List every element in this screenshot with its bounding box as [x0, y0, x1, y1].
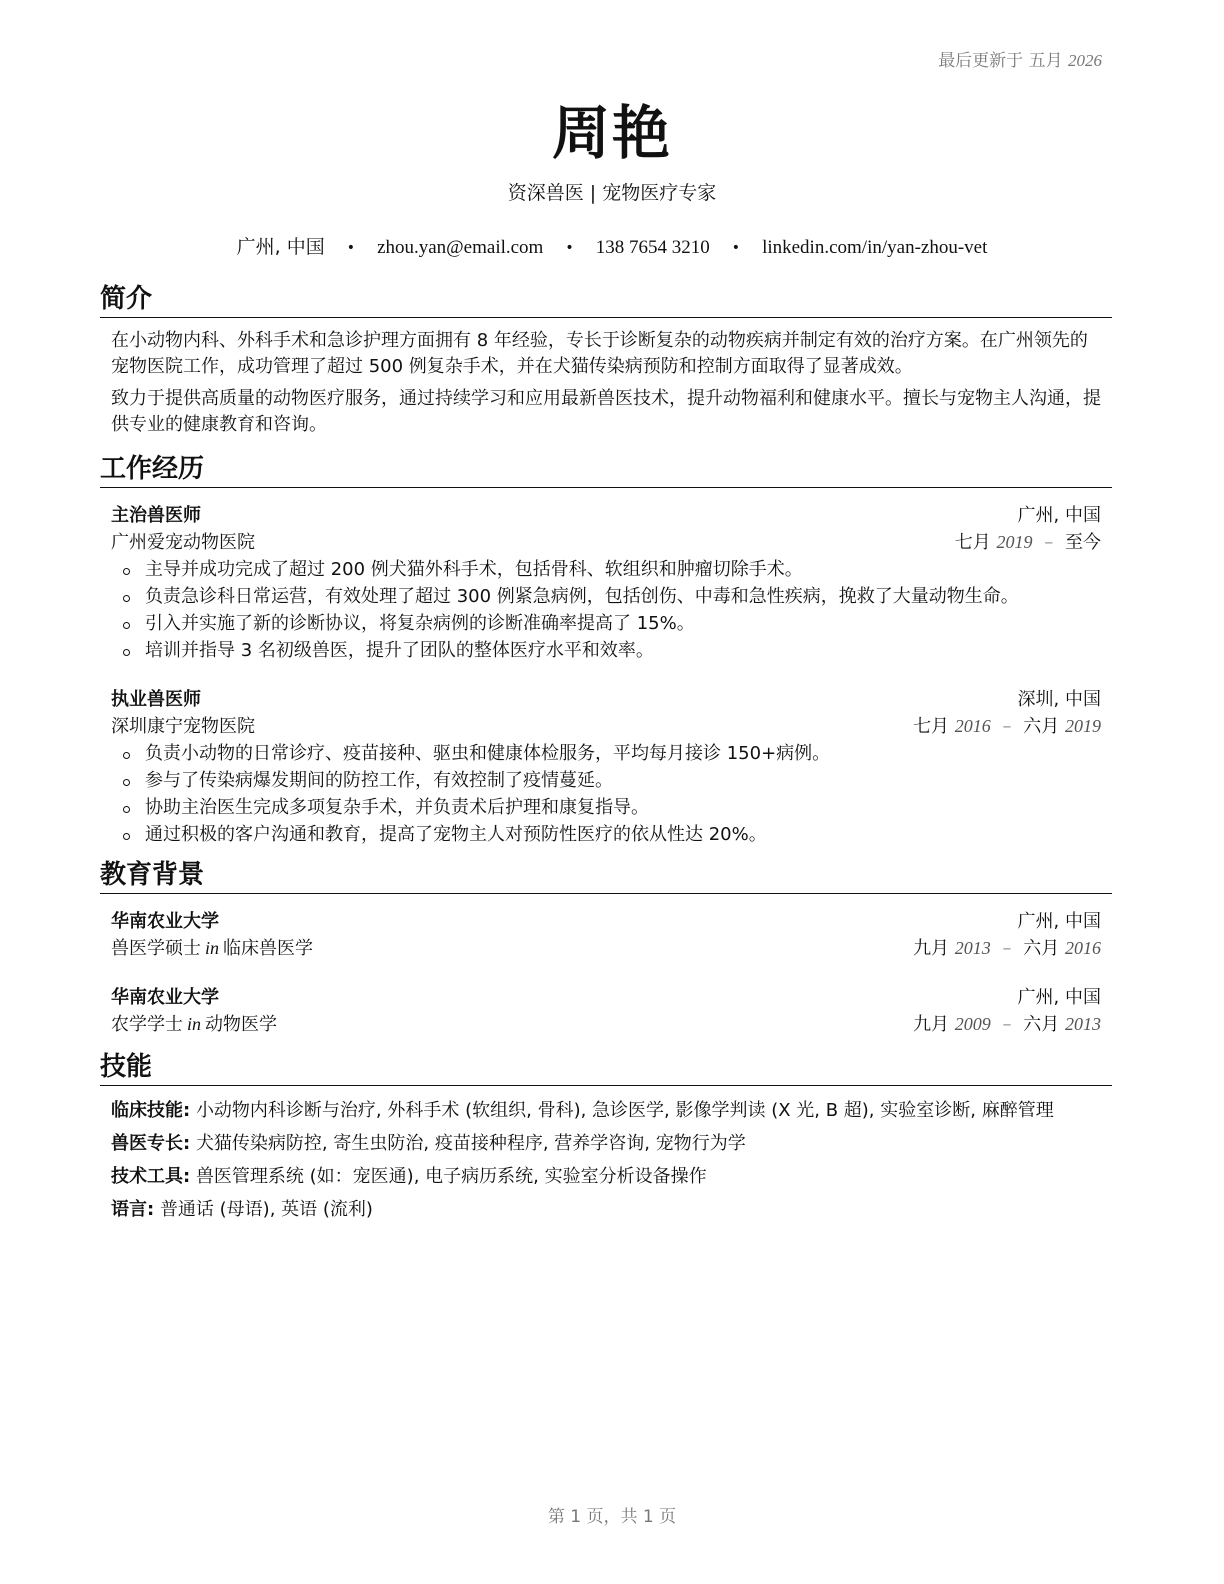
degree-name: 农学学士	[111, 1014, 183, 1035]
job-title: 主治兽医师	[111, 505, 201, 526]
date-dash: –	[1002, 938, 1012, 959]
job-dates	[955, 529, 1101, 556]
start-month: 七月	[954, 532, 991, 553]
education-entry	[111, 984, 1101, 1038]
contact-separator: •	[731, 239, 741, 256]
skills-section	[100, 1050, 1112, 1223]
education-entry	[111, 908, 1101, 962]
job-bullet: 主导并成功完成了超过 200 例犬猫外科手术，包括骨科、软组织和肿瘤切除手术。	[123, 556, 1101, 583]
school-location: 广州, 中国	[1017, 987, 1101, 1008]
summary-paragraph: 致力于提供高质量的动物医疗服务，通过持续学习和应用最新兽医技术，提升动物福利和健康水平。擅长与宠物主人沟通，提供专业的健康教育和咨询。	[111, 388, 1101, 435]
contact-separator: •	[346, 239, 356, 256]
start-year: 2019	[996, 532, 1033, 552]
summary-paragraph: 在小动物内科、外科手术和急诊护理方面拥有 8 年经验，专长于诊断复杂的动物疾病并制定有效的治疗方案。在广州领先的宠物医院工作，成功管理了超过 500 例复杂手术，并在犬猫传染病预防和控制方面取得了显著成效。	[111, 330, 1088, 377]
section-title-experience: 工作经历	[100, 452, 1112, 488]
summary-section	[100, 282, 1112, 438]
education-body	[100, 908, 1112, 1038]
job-bullets	[111, 740, 1101, 848]
end-month: 至今	[1065, 532, 1101, 553]
skills-body	[100, 1098, 1112, 1223]
end-year: 2019	[1065, 716, 1101, 736]
end-month: 六月	[1023, 716, 1060, 737]
experience-entry	[111, 502, 1101, 664]
headline: 资深兽医 | 宠物医疗专家	[507, 182, 717, 204]
end-year: 2013	[1065, 1014, 1101, 1034]
contact-linkedin[interactable]: linkedin.com/in/yan-zhou-vet	[762, 237, 988, 258]
section-title-skills: 技能	[100, 1050, 1112, 1086]
page-footer: 第 1 页，共 1 页	[547, 1507, 677, 1527]
education-section	[100, 858, 1112, 1038]
school-name: 华南农业大学	[111, 987, 219, 1008]
contact-location: 广州, 中国	[236, 236, 325, 258]
last-updated-year: 2026	[1068, 51, 1102, 70]
job-dates	[913, 713, 1101, 740]
job-bullet: 培训并指导 3 名初级兽医，提升了团队的整体医疗水平和效率。	[123, 637, 1101, 664]
degree	[111, 1011, 277, 1038]
job-bullet: 参与了传染病爆发期间的防控工作，有效控制了疫情蔓延。	[123, 767, 1101, 794]
job-bullet: 负责急诊科日常运营，有效处理了超过 300 例紧急病例，包括创伤、中毒和急性疾病，挽救了大量动物生命。	[123, 583, 1101, 610]
start-month: 七月	[913, 716, 950, 737]
job-bullets	[111, 556, 1101, 664]
skill-value: 普通话 (母语), 英语 (流利)	[159, 1199, 373, 1220]
candidate-name: 周艳	[551, 99, 672, 167]
date-dash: –	[1044, 532, 1054, 553]
skill-label: 语言:	[111, 1199, 155, 1220]
degree-name: 兽医学硕士	[111, 938, 201, 959]
skill-label: 技术工具:	[111, 1166, 191, 1187]
degree-field: 临床兽医学	[223, 938, 314, 959]
contact-phone[interactable]: 138 7654 3210	[595, 237, 710, 258]
skill-line	[111, 1131, 1101, 1157]
last-updated	[938, 46, 1102, 71]
education-dates	[913, 935, 1101, 962]
job-bullet: 负责小动物的日常诊疗、疫苗接种、驱虫和健康体检服务，平均每月接诊 150+病例。	[123, 740, 1101, 767]
company-name: 深圳康宁宠物医院	[111, 716, 255, 737]
contact-email[interactable]: zhou.yan@email.com	[377, 237, 544, 258]
job-bullet: 协助主治医生完成多项复杂手术，并负责术后护理和康复指导。	[123, 794, 1101, 821]
degree-in: in	[187, 1014, 202, 1034]
resume-content	[100, 282, 1112, 1230]
job-bullet: 引入并实施了新的诊断协议，将复杂病例的诊断准确率提高了 15%。	[123, 610, 1101, 637]
start-month: 九月	[913, 938, 950, 959]
skill-label: 临床技能:	[111, 1100, 191, 1121]
experience-entry	[111, 686, 1101, 848]
start-year: 2013	[954, 938, 991, 958]
date-dash: –	[1002, 716, 1012, 737]
skill-line	[111, 1098, 1101, 1124]
skill-line	[111, 1197, 1101, 1223]
last-updated-label: 最后更新于 五月	[938, 51, 1063, 71]
job-bullet: 通过积极的客户沟通和教育，提高了宠物主人对预防性医疗的依从性达 20%。	[123, 821, 1101, 848]
education-dates	[913, 1011, 1101, 1038]
skill-value: 兽医管理系统 (如：宠医通), 电子病历系统, 实验室分析设备操作	[195, 1166, 707, 1187]
degree	[111, 935, 313, 962]
skill-value: 小动物内科诊断与治疗, 外科手术 (软组织, 骨科), 急诊医学, 影像学判读 (X 光, B 超), 实验室诊断, 麻醉管理	[195, 1100, 1054, 1121]
degree-field: 动物医学	[205, 1014, 278, 1035]
school-name: 华南农业大学	[111, 911, 219, 932]
experience-body	[100, 502, 1112, 848]
skill-value: 犬猫传染病防控, 寄生虫防治, 疫苗接种程序, 营养学咨询, 宠物行为学	[195, 1133, 746, 1154]
skill-label: 兽医专长:	[111, 1133, 191, 1154]
experience-section	[100, 452, 1112, 848]
section-title-summary: 简介	[100, 282, 1112, 318]
section-title-education: 教育背景	[100, 858, 1112, 894]
start-year: 2016	[954, 716, 991, 736]
school-location: 广州, 中国	[1017, 911, 1101, 932]
contact-separator: •	[565, 239, 574, 256]
start-month: 九月	[913, 1014, 950, 1035]
company-name: 广州爱宠动物医院	[111, 532, 255, 553]
degree-in: in	[205, 938, 220, 958]
end-month: 六月	[1023, 938, 1060, 959]
job-location: 深圳, 中国	[1017, 689, 1101, 710]
start-year: 2009	[954, 1014, 991, 1034]
skill-line	[111, 1164, 1101, 1190]
end-year: 2016	[1065, 938, 1101, 958]
job-location: 广州, 中国	[1017, 505, 1101, 526]
date-dash: –	[1002, 1014, 1012, 1035]
summary-body	[100, 328, 1112, 438]
contact-bar	[0, 232, 1224, 259]
job-title: 执业兽医师	[111, 689, 201, 710]
end-month: 六月	[1023, 1014, 1060, 1035]
